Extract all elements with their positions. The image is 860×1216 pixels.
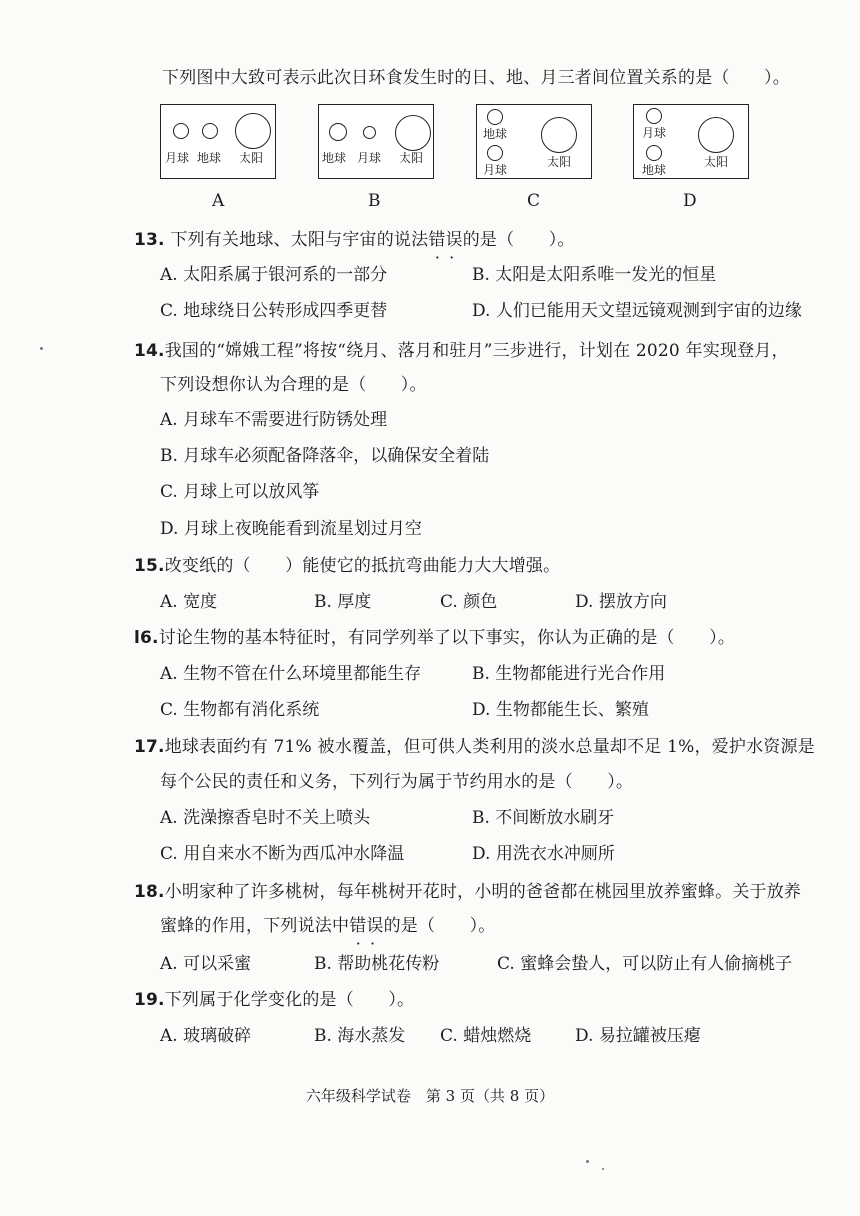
diagram-label: 太阳 (704, 155, 729, 169)
stem-text: 蜜蜂的作用，下列说法中 (160, 916, 350, 936)
diagram-letter: D (683, 191, 697, 211)
option-b: B. 海水蒸发 (314, 1026, 406, 1046)
question-12-stem: 下列图中大致可表示此次日环食发生时的日、地、月三者间位置关系的是（ ）。 (162, 68, 790, 88)
stem-text: 下列有关地球、太阳与宇宙的说法 (170, 230, 429, 250)
question-19-stem (134, 988, 414, 1012)
option-a: A. 生物不管在什么环境里都能生存 (160, 664, 422, 684)
question-number: 14. (134, 341, 165, 361)
question-number: 17. (134, 737, 165, 757)
question-18-stem-cont (160, 914, 496, 938)
diagram-d (633, 104, 749, 179)
earth-circle (329, 123, 347, 141)
option-a: A. 太阳系属于银河系的一部分 (160, 265, 388, 285)
earth-circle (487, 109, 503, 125)
stem-text: 下列属于化学变化的是（ ）。 (164, 990, 415, 1010)
scan-speck (602, 1168, 604, 1170)
diagram-label: 地球 (642, 163, 667, 177)
stem-text: 地球表面约有 71% 被水覆盖，但可供人类利用的淡水总量却不足 1%，爱护水资源是 (164, 737, 815, 757)
earth-circle (646, 145, 662, 161)
question-13-stem (134, 228, 575, 252)
option-c: C. 生物都有消化系统 (160, 700, 320, 720)
question-number: 19. (134, 990, 165, 1010)
diagram-c (476, 104, 592, 179)
option-c: C. 地球绕日公转形成四季更替 (160, 301, 388, 321)
option-c: C. 用自来水不断为西瓜冲水降温 (160, 844, 405, 864)
option-c: C. 月球上可以放风筝 (160, 482, 320, 502)
question-number: 18. (134, 882, 165, 902)
option-c: C. 蜡烛燃烧 (440, 1026, 532, 1046)
option-d: D. 摆放方向 (575, 592, 667, 612)
option-a: A. 可以采蜜 (160, 954, 252, 974)
stem-text: 小明家种了许多桃树，每年桃树开花时，小明的爸爸都在桃园里放养蜜蜂。关于放养 (164, 882, 802, 902)
question-number: 13. (134, 230, 165, 250)
option-d: D. 人们已能用天文望远镜观测到宇宙的边缘 (472, 301, 802, 321)
option-a: A. 洗澡擦香皂时不关上喷头 (160, 808, 371, 828)
question-14-stem-cont: 下列设想你认为合理的是（ ）。 (160, 375, 427, 395)
diagram-label: 月球 (642, 126, 667, 140)
option-a: A. 月球车不需要进行防锈处理 (160, 410, 388, 430)
diagram-b (318, 104, 434, 179)
diagram-letter: C (527, 191, 541, 211)
moon-circle (363, 126, 376, 139)
option-b: B. 厚度 (314, 592, 372, 612)
sun-circle (541, 117, 577, 153)
option-c: C. 蜜蜂会蛰人，可以防止有人偷摘桃子 (497, 954, 793, 974)
option-b: B. 生物都能进行光合作用 (472, 664, 666, 684)
diagram-label: 太阳 (239, 151, 264, 165)
moon-circle (173, 123, 189, 139)
sun-circle (395, 115, 431, 151)
diagram-a (160, 104, 276, 179)
page-footer: 六年级科学试卷 第 3 页（共 8 页） (305, 1087, 555, 1105)
scan-speck (40, 347, 43, 350)
option-b: B. 太阳是太阳系唯一发光的恒星 (472, 265, 717, 285)
option-b: B. 月球车必须配备降落伞，以确保安全着陆 (160, 446, 490, 466)
diagram-label: 地球 (322, 151, 347, 165)
diagram-label: 月球 (483, 163, 508, 177)
diagram-label: 太阳 (399, 151, 424, 165)
sun-circle (698, 117, 734, 153)
stem-text: 我国的“嫦娥工程”将按“绕月、落月和驻月”三步进行，计划在 2020 年实现登月， (164, 341, 789, 361)
scan-speck (586, 1160, 589, 1163)
question-number: 15. (134, 556, 165, 576)
diagram-label: 地球 (483, 127, 508, 141)
stem-text: 的是（ ）。 (462, 230, 575, 250)
diagram-label: 太阳 (547, 155, 572, 169)
diagram-label: 地球 (197, 151, 222, 165)
question-17-stem (134, 735, 815, 759)
diagram-label: 月球 (165, 151, 190, 165)
question-17-stem-cont: 每个公民的责任和义务，下列行为属于节约用水的是（ ）。 (160, 772, 634, 792)
question-number: l6. (134, 628, 159, 648)
option-b: B. 不间断放水刷牙 (472, 808, 615, 828)
question-15-stem (134, 554, 560, 578)
option-d: D. 生物都能生长、繁殖 (472, 700, 649, 720)
diagram-letter: A (212, 191, 225, 211)
question-16-stem (134, 626, 735, 650)
diagram-letter: B (368, 191, 381, 211)
earth-circle (202, 123, 218, 139)
option-a: A. 宽度 (160, 592, 218, 612)
stem-text: 讨论生物的基本特征时，有同学列举了以下事实，你认为正确的是（ ）。 (158, 628, 736, 648)
option-d: D. 月球上夜晚能看到流星划过月空 (160, 519, 422, 539)
question-18-stem (134, 880, 801, 904)
diagram-label: 月球 (357, 151, 382, 165)
option-d: D. 用洗衣水冲厕所 (472, 844, 615, 864)
stem-text: 改变纸的（ ）能使它的抵抗弯曲能力大大增强。 (164, 556, 561, 576)
emphasis-text: 错误 · · (428, 228, 462, 252)
question-14-stem (134, 339, 789, 363)
emphasis-text: 错误 · · (349, 914, 383, 938)
option-d: D. 易拉罐被压瘪 (575, 1026, 701, 1046)
moon-circle (487, 145, 503, 161)
sun-circle (235, 113, 271, 149)
stem-text: 的是（ ）。 (383, 916, 496, 936)
option-b: B. 帮助桃花传粉 (314, 954, 440, 974)
option-c: C. 颜色 (440, 592, 498, 612)
moon-circle (646, 108, 662, 124)
option-a: A. 玻璃破碎 (160, 1026, 252, 1046)
